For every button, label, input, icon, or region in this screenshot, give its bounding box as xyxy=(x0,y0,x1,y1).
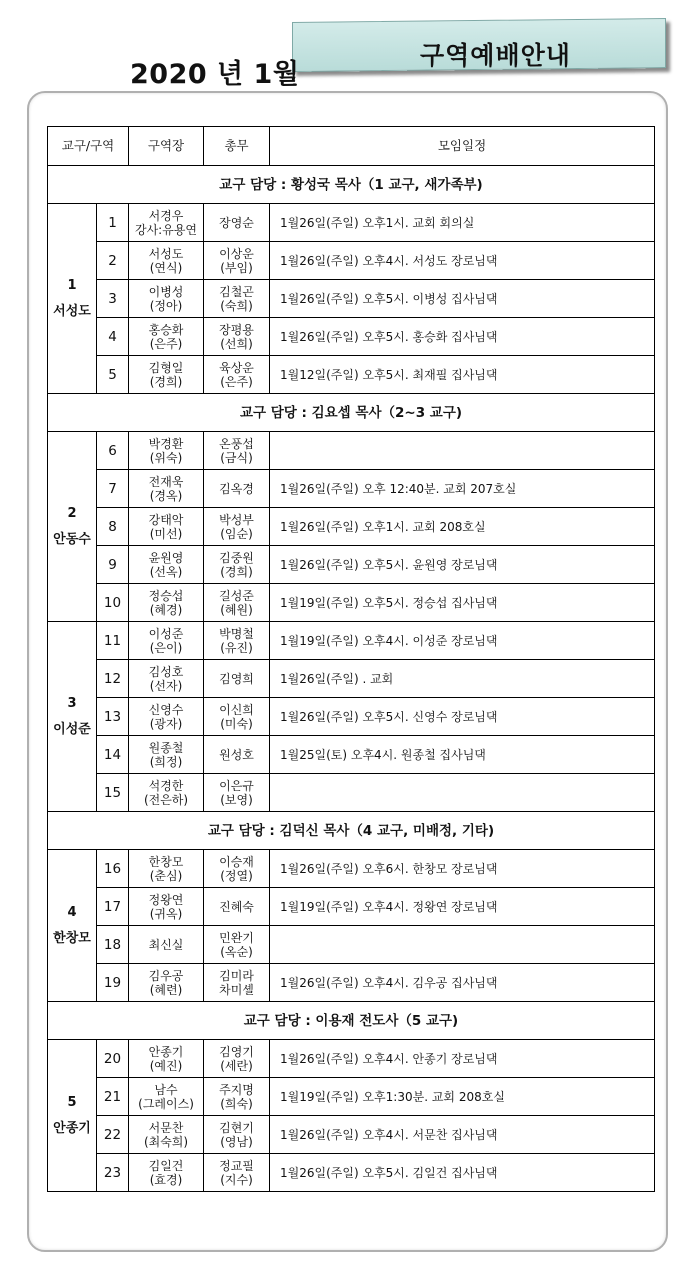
district-leader-cell xyxy=(129,1116,204,1154)
district-leader-cell xyxy=(129,698,204,736)
meeting-schedule: 1월26일(주일) 오후 12:40분. 교회 207호실 xyxy=(270,470,655,508)
table-row xyxy=(48,470,655,508)
meeting-schedule: 1월26일(주일) 오후4시. 서문찬 집사님댁 xyxy=(270,1116,655,1154)
header-schedule: 모임일정 xyxy=(270,127,655,166)
secretary-spouse: (정열) xyxy=(220,868,253,883)
parish-group-cell xyxy=(48,622,97,812)
district-leader-name: 정왕연 xyxy=(148,892,184,907)
parish-number: 1 xyxy=(67,277,77,293)
district-leader-spouse: (선옥) xyxy=(149,564,183,579)
secretary-cell xyxy=(204,356,270,394)
table-row xyxy=(48,204,655,242)
table-row xyxy=(48,1078,655,1116)
secretary-cell xyxy=(204,204,270,242)
meeting-schedule: 1월26일(주일) 오후4시. 서성도 장로님댁 xyxy=(270,242,655,280)
parish-banner: 교구 담당 : 이용재 전도사（5 교구) xyxy=(48,1002,655,1040)
table-row xyxy=(48,622,655,660)
district-leader-spouse: (효경) xyxy=(149,1172,183,1187)
secretary-name: 이은규 xyxy=(219,778,254,793)
secretary-name: 이상운 xyxy=(219,246,254,261)
secretary-spouse: (미숙) xyxy=(220,716,253,731)
table-row xyxy=(48,850,655,888)
parish-leader: 이성준 xyxy=(53,721,91,737)
district-leader-spouse: (그레이스) xyxy=(138,1096,194,1111)
parish-leader: 안동수 xyxy=(53,531,91,547)
district-leader-cell xyxy=(129,622,204,660)
district-number: 12 xyxy=(97,660,129,698)
secretary-cell xyxy=(204,1078,270,1116)
secretary-name: 정교필 xyxy=(219,1158,254,1173)
secretary-name: 박명철 xyxy=(219,626,254,641)
district-leader-name: 서성도 xyxy=(148,246,184,261)
table-row xyxy=(48,432,655,470)
secretary-name: 진혜숙 xyxy=(219,899,254,914)
district-leader-cell xyxy=(129,318,204,356)
secretary-name: 이승재 xyxy=(219,854,254,869)
secretary-spouse: (임순) xyxy=(220,526,253,541)
secretary-spouse: (은주) xyxy=(220,374,253,389)
district-number: 3 xyxy=(97,280,129,318)
secretary-spouse: (숙희) xyxy=(220,298,253,313)
district-leader-spouse: (경희) xyxy=(149,374,183,389)
secretary-spouse: (금식) xyxy=(220,450,253,465)
district-leader-spouse: (혜련) xyxy=(149,982,183,997)
district-leader-spouse: (정아) xyxy=(149,298,183,313)
parish-group-cell xyxy=(48,204,97,394)
district-leader-cell xyxy=(129,660,204,698)
district-leader-name: 전재욱 xyxy=(148,474,184,489)
district-number: 13 xyxy=(97,698,129,736)
district-leader-spouse: (귀옥) xyxy=(149,906,183,921)
table-row xyxy=(48,242,655,280)
district-leader-spouse: (경옥) xyxy=(149,488,183,503)
district-leader-cell xyxy=(129,280,204,318)
secretary-cell xyxy=(204,736,270,774)
meeting-schedule: 1월26일(주일) 오후1시. 교회 회의실 xyxy=(270,204,655,242)
secretary-name: 육상운 xyxy=(219,360,254,375)
secretary-name: 원성호 xyxy=(219,747,254,762)
district-number: 18 xyxy=(97,926,129,964)
meeting-schedule: 1월26일(주일) 오후6시. 한창모 장로님댁 xyxy=(270,850,655,888)
secretary-name: 김영희 xyxy=(219,671,254,686)
parish-number: 3 xyxy=(67,695,77,711)
district-leader-cell xyxy=(129,584,204,622)
secretary-cell xyxy=(204,280,270,318)
district-leader-spouse: (미선) xyxy=(149,526,183,541)
district-leader-name: 원종철 xyxy=(148,740,184,755)
secretary-name: 김영기 xyxy=(219,1044,254,1059)
district-leader-spouse: (연식) xyxy=(149,260,183,275)
meeting-schedule: 1월26일(주일) . 교회 xyxy=(270,660,655,698)
table-row xyxy=(48,774,655,812)
district-leader-spouse: (춘심) xyxy=(149,868,183,883)
table-row xyxy=(48,1154,655,1192)
district-leader-name: 김우공 xyxy=(148,968,184,983)
meeting-schedule: 1월26일(주일) 오후5시. 홍승화 집사님댁 xyxy=(270,318,655,356)
district-leader-spouse: (전은하) xyxy=(143,792,189,807)
secretary-name: 이신희 xyxy=(219,702,254,717)
meeting-schedule: 1월26일(주일) 오후5시. 윤원영 장로님댁 xyxy=(270,546,655,584)
secretary-spouse: (보영) xyxy=(220,792,253,807)
secretary-name: 길성준 xyxy=(219,588,254,603)
district-leader-name: 한창모 xyxy=(148,854,184,869)
district-number: 8 xyxy=(97,508,129,546)
district-leader-name: 김성호 xyxy=(148,664,184,679)
district-leader-cell xyxy=(129,204,204,242)
secretary-cell xyxy=(204,964,270,1002)
secretary-spouse: (옥순) xyxy=(220,944,253,959)
secretary-name: 민완기 xyxy=(219,930,254,945)
district-leader-name: 박경환 xyxy=(148,436,184,451)
meeting-schedule: 1월26일(주일) 오후5시. 이병성 집사님댁 xyxy=(270,280,655,318)
district-number: 15 xyxy=(97,774,129,812)
secretary-cell xyxy=(204,888,270,926)
table-row xyxy=(48,318,655,356)
district-number: 20 xyxy=(97,1040,129,1078)
district-leader-name: 신영수 xyxy=(148,702,184,717)
table-row xyxy=(48,888,655,926)
secretary-cell xyxy=(204,850,270,888)
meeting-schedule: 1월12일(주일) 오후5시. 최재필 집사님댁 xyxy=(270,356,655,394)
secretary-name: 김철곤 xyxy=(219,284,254,299)
district-number: 6 xyxy=(97,432,129,470)
district-leader-name: 강태악 xyxy=(148,512,184,527)
secretary-cell xyxy=(204,622,270,660)
district-number: 17 xyxy=(97,888,129,926)
secretary-spouse: (경희) xyxy=(220,564,253,579)
district-leader-spouse: (최숙희) xyxy=(143,1134,189,1149)
secretary-cell xyxy=(204,1154,270,1192)
district-number: 21 xyxy=(97,1078,129,1116)
district-leader-name: 정승섭 xyxy=(148,588,184,603)
secretary-spouse: (부임) xyxy=(220,260,253,275)
secretary-name: 김미라 xyxy=(219,968,254,983)
district-leader-cell xyxy=(129,1040,204,1078)
district-leader-spouse: 강사:유용연 xyxy=(135,222,198,237)
district-leader-cell xyxy=(129,508,204,546)
secretary-cell xyxy=(204,1116,270,1154)
secretary-spouse: (혜원) xyxy=(220,602,253,617)
district-number: 19 xyxy=(97,964,129,1002)
district-leader-cell xyxy=(129,736,204,774)
parish-group-cell xyxy=(48,432,97,622)
district-leader-name: 홍승화 xyxy=(148,322,184,337)
district-leader-name: 김일건 xyxy=(148,1158,184,1173)
table-row xyxy=(48,584,655,622)
table-row xyxy=(48,356,655,394)
district-leader-cell xyxy=(129,850,204,888)
table-row xyxy=(48,736,655,774)
meeting-schedule: 1월26일(주일) 오후5시. 신영수 장로님댁 xyxy=(270,698,655,736)
header-secretary: 총무 xyxy=(204,127,270,166)
parish-banner: 교구 담당 : 황성국 목사（1 교구, 새가족부) xyxy=(48,166,655,204)
district-leader-spouse: (위숙) xyxy=(149,450,183,465)
secretary-spouse: (희숙) xyxy=(220,1096,253,1111)
parish-banner: 교구 담당 : 김요셉 목사（2~3 교구) xyxy=(48,394,655,432)
meeting-schedule: 1월19일(주일) 오후4시. 정왕연 장로님댁 xyxy=(270,888,655,926)
secretary-cell xyxy=(204,774,270,812)
district-leader-cell xyxy=(129,356,204,394)
parish-leader: 안종기 xyxy=(53,1120,91,1136)
district-leader-name: 이성준 xyxy=(148,626,184,641)
district-leader-name: 남수 xyxy=(154,1082,178,1097)
district-leader-spouse: (광자) xyxy=(149,716,183,731)
secretary-name: 장영순 xyxy=(219,215,254,230)
district-number: 7 xyxy=(97,470,129,508)
district-leader-spouse: (은이) xyxy=(149,640,183,655)
schedule-table xyxy=(47,126,655,1192)
district-leader-name: 이병성 xyxy=(148,284,184,299)
district-number: 4 xyxy=(97,318,129,356)
district-number: 14 xyxy=(97,736,129,774)
meeting-schedule: 1월26일(주일) 오후5시. 김일건 집사님댁 xyxy=(270,1154,655,1192)
banner-title: 구역예배안내 xyxy=(420,41,571,70)
district-leader-spouse: (희정) xyxy=(149,754,183,769)
district-leader-cell xyxy=(129,546,204,584)
district-leader-cell xyxy=(129,242,204,280)
header-parish-district: 교구/구역 xyxy=(48,127,129,166)
district-number: 10 xyxy=(97,584,129,622)
schedule-table-body xyxy=(48,127,655,1192)
secretary-cell xyxy=(204,508,270,546)
secretary-spouse: (영남) xyxy=(220,1134,253,1149)
parish-banner: 교구 담당 : 김덕신 목사（4 교구, 미배정, 기타) xyxy=(48,812,655,850)
district-leader-cell xyxy=(129,470,204,508)
meeting-schedule xyxy=(270,774,655,812)
district-leader-name: 윤원영 xyxy=(148,550,184,565)
parish-group-cell xyxy=(48,850,97,1002)
meeting-schedule xyxy=(270,432,655,470)
secretary-cell xyxy=(204,546,270,584)
secretary-cell xyxy=(204,926,270,964)
secretary-cell xyxy=(204,584,270,622)
table-header-row xyxy=(48,127,655,166)
secretary-name: 장평용 xyxy=(219,322,254,337)
meeting-schedule: 1월26일(주일) 오후4시. 안종기 장로님댁 xyxy=(270,1040,655,1078)
secretary-name: 김현기 xyxy=(219,1120,254,1135)
district-leader-spouse: (선자) xyxy=(149,678,183,693)
page-date-title: 2020 년 1월 xyxy=(130,59,300,90)
district-leader-cell xyxy=(129,964,204,1002)
meeting-schedule: 1월19일(주일) 오후5시. 정승섭 집사님댁 xyxy=(270,584,655,622)
parish-number: 4 xyxy=(67,904,77,920)
parish-banner-row xyxy=(48,1002,655,1040)
district-number: 11 xyxy=(97,622,129,660)
table-row xyxy=(48,964,655,1002)
meeting-schedule: 1월26일(주일) 오후4시. 김우공 집사님댁 xyxy=(270,964,655,1002)
meeting-schedule: 1월19일(주일) 오후4시. 이성준 장로님댁 xyxy=(270,622,655,660)
table-row xyxy=(48,1116,655,1154)
district-leader-spouse: (예진) xyxy=(149,1058,183,1073)
meeting-schedule: 1월19일(주일) 오후1:30분. 교회 208호실 xyxy=(270,1078,655,1116)
parish-banner-row xyxy=(48,394,655,432)
secretary-name: 김중원 xyxy=(219,550,254,565)
district-leader-spouse: (은주) xyxy=(149,336,183,351)
district-number: 5 xyxy=(97,356,129,394)
meeting-schedule xyxy=(270,926,655,964)
district-leader-name: 김형일 xyxy=(148,360,184,375)
parish-banner-row xyxy=(48,166,655,204)
header-district-leader: 구역장 xyxy=(129,127,204,166)
table-row xyxy=(48,926,655,964)
secretary-cell xyxy=(204,1040,270,1078)
parish-leader: 한창모 xyxy=(53,930,91,946)
secretary-cell xyxy=(204,318,270,356)
table-row xyxy=(48,698,655,736)
district-leader-name: 서경우 xyxy=(148,208,184,223)
secretary-cell xyxy=(204,698,270,736)
district-leader-cell xyxy=(129,888,204,926)
district-number: 16 xyxy=(97,850,129,888)
table-row xyxy=(48,660,655,698)
secretary-name: 박성부 xyxy=(219,512,254,527)
district-leader-spouse: (혜경) xyxy=(149,602,183,617)
district-number: 2 xyxy=(97,242,129,280)
secretary-name: 김옥경 xyxy=(219,481,254,496)
table-row xyxy=(48,280,655,318)
secretary-spouse: 차미셸 xyxy=(219,982,254,997)
parish-leader: 서성도 xyxy=(53,303,91,319)
district-number: 9 xyxy=(97,546,129,584)
secretary-name: 주지명 xyxy=(219,1082,254,1097)
district-leader-name: 석경한 xyxy=(148,778,184,793)
district-number: 1 xyxy=(97,204,129,242)
district-number: 23 xyxy=(97,1154,129,1192)
district-leader-name: 서문찬 xyxy=(148,1120,184,1135)
secretary-cell xyxy=(204,242,270,280)
district-leader-cell xyxy=(129,432,204,470)
parish-banner-row xyxy=(48,812,655,850)
secretary-spouse: (선희) xyxy=(220,336,253,351)
district-leader-name: 최신실 xyxy=(148,937,184,952)
meeting-schedule: 1월25일(토) 오후4시. 원종철 집사님댁 xyxy=(270,736,655,774)
district-leader-cell xyxy=(129,774,204,812)
table-row xyxy=(48,1040,655,1078)
district-leader-cell xyxy=(129,926,204,964)
secretary-spouse: (지수) xyxy=(220,1172,253,1187)
parish-number: 2 xyxy=(67,505,77,521)
secretary-cell xyxy=(204,432,270,470)
district-number: 22 xyxy=(97,1116,129,1154)
table-row xyxy=(48,546,655,584)
secretary-cell xyxy=(204,470,270,508)
meeting-schedule: 1월26일(주일) 오후1시. 교회 208호실 xyxy=(270,508,655,546)
parish-number: 5 xyxy=(67,1094,77,1110)
secretary-spouse: (유진) xyxy=(220,640,253,655)
parish-group-cell xyxy=(48,1040,97,1192)
district-leader-cell xyxy=(129,1078,204,1116)
district-leader-cell xyxy=(129,1154,204,1192)
district-leader-name: 안종기 xyxy=(148,1044,184,1059)
secretary-name: 온풍섭 xyxy=(219,436,254,451)
secretary-spouse: (세란) xyxy=(220,1058,253,1073)
secretary-cell xyxy=(204,660,270,698)
table-row xyxy=(48,508,655,546)
